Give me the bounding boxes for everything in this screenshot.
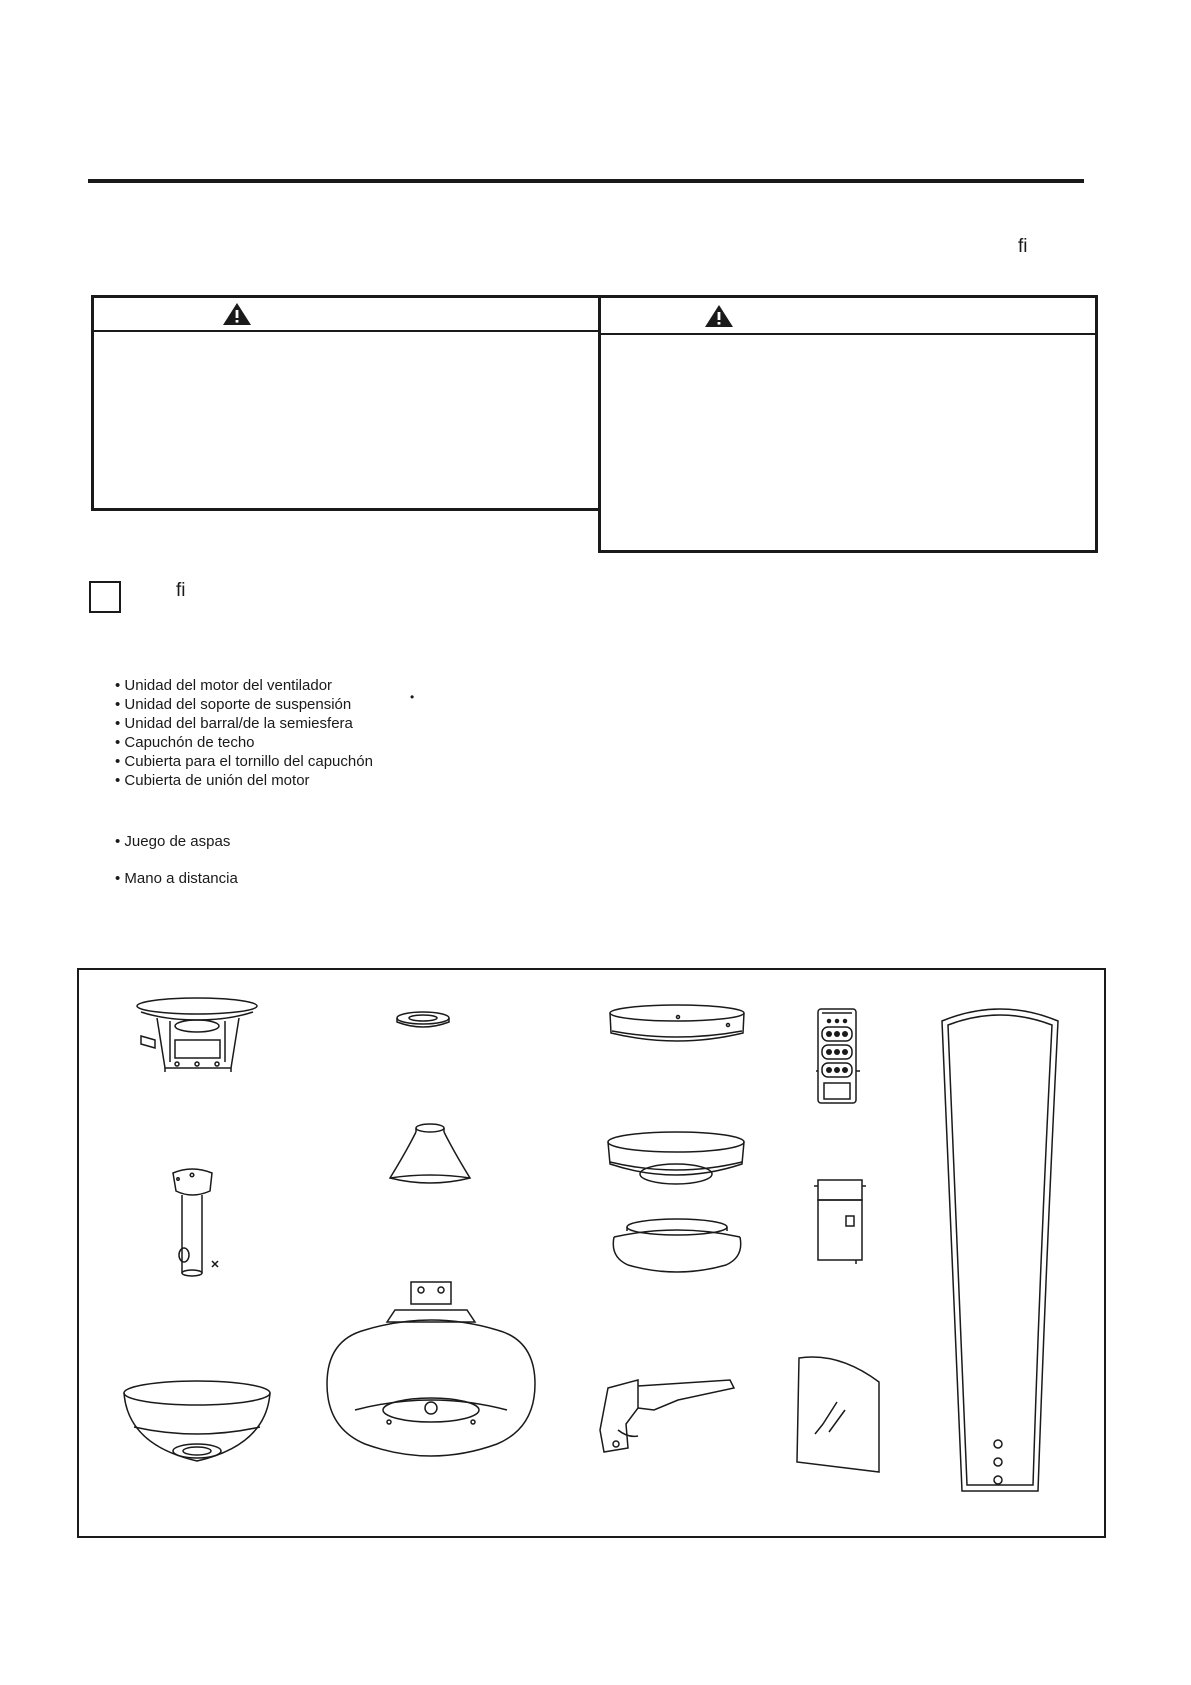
list-item: • Unidad del barral/de la semiesfera xyxy=(115,715,353,732)
remote-control-icon xyxy=(814,1007,862,1107)
warning-triangle-icon xyxy=(704,304,734,328)
list-item: • Unidad del motor del ventilador xyxy=(115,677,333,694)
light-kit-housing-icon xyxy=(606,1130,746,1192)
warning-box-right xyxy=(598,295,1098,553)
hanger-bracket-icon xyxy=(135,996,260,1076)
blade-arm-icon xyxy=(598,1378,736,1458)
list-item: • Capuchón de techo xyxy=(115,734,255,751)
warning-box-left-header xyxy=(94,298,662,332)
wall-plate-icon xyxy=(793,1354,887,1478)
list-item-remote: • Mano a distancia xyxy=(115,870,238,887)
package-contents-list xyxy=(115,676,373,790)
warning-triangle-icon xyxy=(222,302,252,326)
canopy-icon xyxy=(122,1379,272,1465)
fan-blade-icon xyxy=(938,1001,1062,1497)
stray-bullet: • xyxy=(410,690,415,704)
checklist-ligature-text: fi xyxy=(176,580,186,601)
warning-box-left xyxy=(91,295,665,511)
light-glass-icon xyxy=(608,1217,746,1277)
motor-housing-icon xyxy=(325,1280,537,1460)
warning-box-right-header xyxy=(601,298,1095,335)
receiver-icon xyxy=(812,1176,868,1266)
downrod-ball-icon xyxy=(170,1165,230,1280)
canopy-cover-icon xyxy=(386,1122,474,1186)
header-ligature-text: fi xyxy=(1018,236,1028,257)
motor-collar-cover-icon xyxy=(608,1003,746,1045)
list-item-blades: • Juego de aspas xyxy=(115,833,231,850)
list-item: • Cubierta para el tornillo del capuchón xyxy=(115,753,373,770)
canopy-screw-cover-icon xyxy=(395,1010,451,1030)
checklist-checkbox[interactable] xyxy=(89,581,121,613)
header-rule xyxy=(88,179,1084,183)
list-item: • Unidad del soporte de suspensión xyxy=(115,696,352,713)
list-item: • Cubierta de unión del motor xyxy=(115,772,310,789)
